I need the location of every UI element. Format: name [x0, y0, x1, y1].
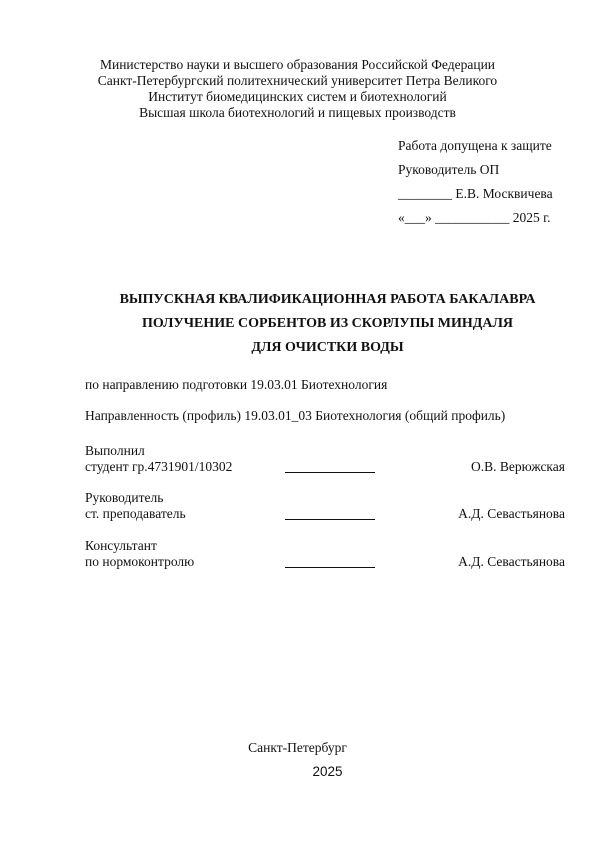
student-signature-block	[85, 443, 565, 475]
consultant-name: А.Д. Севастьянова	[458, 554, 565, 569]
student-role: Выполнил	[85, 443, 145, 458]
supervisor-position: ст. преподаватель	[85, 506, 186, 521]
year: 2025	[312, 764, 343, 779]
institution-header	[0, 57, 595, 121]
consultant-signature-block	[85, 538, 565, 570]
approval-head-label: Руководитель ОП	[398, 162, 500, 177]
thesis-type: ВЫПУСКНАЯ КВАЛИФИКАЦИОННАЯ РАБОТА БАКАЛАВРА	[119, 292, 536, 307]
supervisor-role: Руководитель	[85, 490, 164, 505]
school-line: Высшая школа биотехнологий и пищевых производств	[139, 105, 456, 120]
institute-line: Институт биомедицинских систем и биотехнологий	[148, 89, 447, 104]
profile-line: Направленность (профиль) 19.03.01_03 Биотехнология (общий профиль)	[85, 408, 506, 423]
ministry-line: Министерство науки и высшего образования Российской Федерации	[99, 57, 496, 72]
approval-block	[398, 138, 553, 234]
supervisor-name: А.Д. Севастьянова	[458, 506, 565, 521]
approval-head-signature: ________ Е.В. Москвичева	[398, 186, 553, 201]
university-line: Санкт-Петербургский политехнический университет Петра Великого	[97, 73, 498, 88]
thesis-topic-line-1: ПОЛУЧЕНИЕ СОРБЕНТОВ ИЗ СКОРЛУПЫ МИНДАЛЯ	[141, 316, 514, 331]
consultant-role: Консультант	[85, 538, 157, 553]
direction-line: по направлению подготовки 19.03.01 Биотехнология	[85, 377, 388, 392]
supervisor-signature-block	[85, 490, 565, 522]
signature-line	[285, 472, 375, 473]
thesis-topic-line-2: ДЛЯ ОЧИСТКИ ВОДЫ	[251, 340, 404, 355]
approval-date: «___» ___________ 2025 г.	[398, 210, 551, 225]
student-position: студент гр.4731901/10302	[85, 459, 233, 474]
signature-line	[285, 519, 375, 520]
thesis-title	[0, 288, 595, 360]
consultant-position: по нормоконтролю	[85, 554, 195, 569]
approval-admitted: Работа допущена к защите	[398, 138, 552, 153]
student-name: О.В. Верюжская	[470, 459, 565, 474]
city: Санкт-Петербург	[248, 740, 347, 755]
signature-line	[285, 567, 375, 568]
